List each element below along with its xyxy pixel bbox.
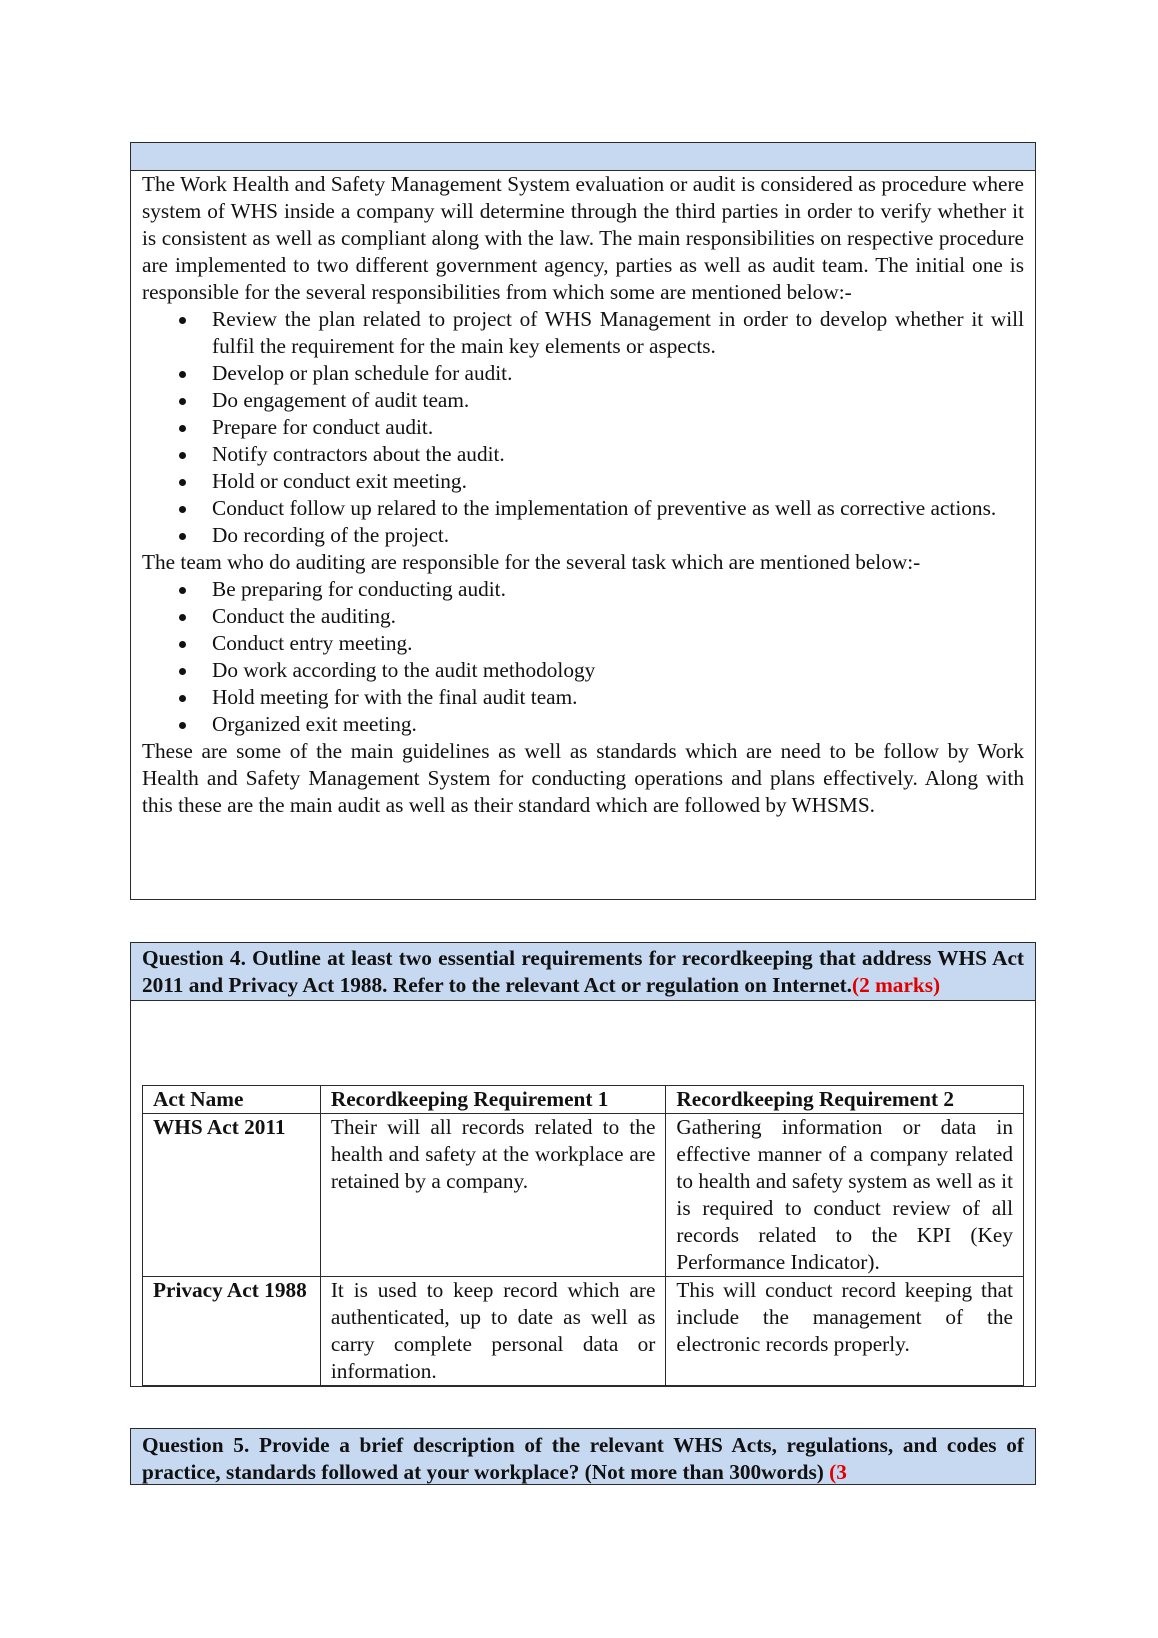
answer-box-question-3: [130, 142, 1036, 900]
list-item: Do work according to the audit methodology: [212, 657, 1024, 684]
table-header-row: [143, 1086, 1024, 1114]
question-5-text: Question 5. Provide a brief description of the relevant WHS Acts, regulations, and codes of practice, standards followed at your workplace? (Not more than 300words): [142, 1433, 1024, 1484]
list-item: Conduct entry meeting.: [212, 630, 1024, 657]
list-item: Do engagement of audit team.: [212, 387, 1024, 414]
column-header-act-name: Act Name: [143, 1086, 321, 1114]
intro-paragraph: The Work Health and Safety Management System evaluation or audit is considered as procedure where system of WHS inside a company will determine through the third parties in order to verify whether it is consistent as well as compliant along with the law. The main responsibilities on respective procedure are implemented to two different government agency, parties as well as audit team. The initial one is responsible for the several responsibilities from which some are mentioned below:-: [142, 172, 1024, 304]
question-4-marks: (2 marks): [852, 972, 941, 997]
requirement-2-cell: This will conduct record keeping that include the management of the electronic records properly.: [666, 1277, 1024, 1386]
list-item: Develop or plan schedule for audit.: [212, 360, 1024, 387]
answer-box-header: [131, 143, 1035, 171]
audit-team-tasks-list: [142, 576, 1024, 738]
list-item: Do recording of the project.: [212, 522, 1024, 549]
question-5-box: [130, 1428, 1036, 1485]
agency-responsibilities-list: [142, 306, 1024, 549]
question-4-box: [130, 942, 1036, 1387]
list-item: Conduct the auditing.: [212, 603, 1024, 630]
requirement-1-cell: Their will all records related to the health and safety at the workplace are retained by a company.: [320, 1114, 666, 1277]
answer-body: [131, 171, 1035, 819]
question-4-header: [131, 943, 1035, 1001]
requirement-1-cell: It is used to keep record which are authenticated, up to date as well as carry complete personal data or information.: [320, 1277, 666, 1386]
list-item: Review the plan related to project of WHS Management in order to develop whether it will fulfil the requirement for the main key elements or aspects.: [212, 307, 1024, 358]
conclusion-paragraph: These are some of the main guidelines as well as standards which are need to be follow by Work Health and Safety Management System for conducting operations and plans effectively. Along with this these are the main audit as well as their standard which are followed by WHSMS.: [142, 739, 1024, 817]
table-row: [143, 1114, 1024, 1277]
question-4-text: Question 4. Outline at least two essential requirements for recordkeeping that address WHS Act 2011 and Privacy Act 1988. Refer to the relevant Act or regulation on Internet.: [142, 946, 1024, 997]
list-item: Hold meeting for with the final audit team.: [212, 684, 1024, 711]
question-5-marks: (3: [829, 1459, 847, 1484]
recordkeeping-table: [142, 1085, 1024, 1386]
requirement-2-cell: Gathering information or data in effective manner of a company related to health and safety system as well as it is required to conduct review of all records related to the KPI (Key Performance Indicator).: [666, 1114, 1024, 1277]
question-5-header: [131, 1429, 1035, 1484]
list-item: Notify contractors about the audit.: [212, 441, 1024, 468]
team-intro-paragraph: The team who do auditing are responsible for the several task which are mentioned below:-: [142, 550, 921, 574]
act-name-cell: Privacy Act 1988: [143, 1277, 321, 1386]
column-header-requirement-2: Recordkeeping Requirement 2: [666, 1086, 1024, 1114]
list-item: Organized exit meeting.: [212, 711, 1024, 738]
column-header-requirement-1: Recordkeeping Requirement 1: [320, 1086, 666, 1114]
list-item: Hold or conduct exit meeting.: [212, 468, 1024, 495]
list-item: Prepare for conduct audit.: [212, 414, 1024, 441]
list-item: Conduct follow up relared to the implementation of preventive as well as corrective actions.: [212, 495, 1024, 522]
act-name-cell: WHS Act 2011: [143, 1114, 321, 1277]
list-item: Be preparing for conducting audit.: [212, 576, 1024, 603]
table-row: [143, 1277, 1024, 1386]
